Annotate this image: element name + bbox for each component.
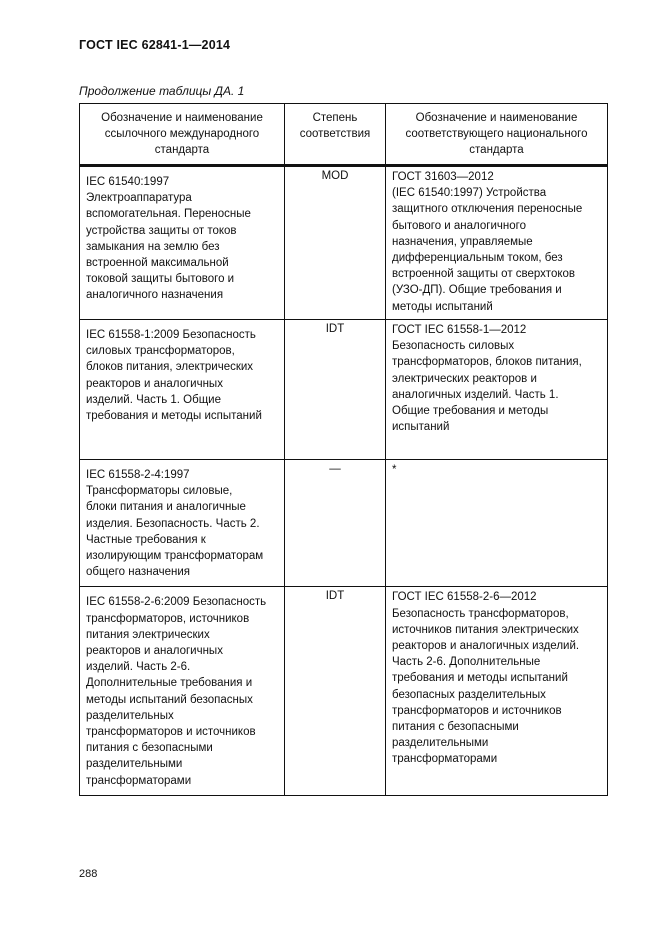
conformity-degree-cell: — [285,460,386,587]
document-header: ГОСТ IEC 62841-1—2014 [79,38,231,52]
national-standard-cell: ГОСТ IEC 61558-1—2012 Безопасность силовых трансформаторов, блоков питания, электрических реакторов и аналогичных изделий. Часть 1. Общие требования и методы испытаний [386,320,608,460]
column-header-international: Обозначение и наименование ссылочного международного стандарта [80,104,285,166]
national-standard-cell: * [386,460,608,587]
table-row [80,460,608,587]
column-header-national: Обозначение и наименование соответствующего национального стандарта [386,104,608,166]
conformity-degree-cell: IDT [285,320,386,460]
table-row [80,320,608,460]
conformity-degree-cell: MOD [285,166,386,320]
table-header-row [80,104,608,166]
table-row [80,587,608,795]
page-number: 288 [79,868,98,880]
conformity-degree-cell: IDT [285,587,386,795]
international-standard-cell: IEC 61558-2-6:2009 Безопасность трансформаторов, источников питания электрических реакторов и аналогичных изделий. Часть 2-6. Дополнительные требования и методы испытаний безопасных разделительных трансформаторов и источников питания с безопасными разделительными трансформаторами [80,587,285,795]
table-row [80,166,608,320]
national-standard-cell: ГОСТ 31603—2012 (IEC 61540:1997) Устройства защитного отключения переносные бытового и аналогичного назначения, управляемые дифференциальным током, без встроенной защиты от сверхтоков (УЗО-ДП). Общие требования и методы испытаний [386,166,608,320]
table-caption: Продолжение таблицы ДА. 1 [79,84,245,98]
international-standard-cell: IEC 61540:1997 Электроаппаратура вспомогательная. Переносные устройства защиты от токов замыкания на землю без встроенной максимальной токовой защиты бытового и аналогичного назначения [80,166,285,320]
national-standard-cell: ГОСТ IEC 61558-2-6—2012 Безопасность трансформаторов, источников питания электрических реакторов и аналогичных изделий. Часть 2-6. Дополнительные требования и методы испытаний безопасных разделительных трансформаторов и источников питания с безопасными разделительными трансформаторами [386,587,608,795]
international-standard-cell: IEC 61558-1:2009 Безопасность силовых трансформаторов, блоков питания, электрических реакторов и аналогичных изделий. Часть 1. Общие требования и методы испытаний [80,320,285,460]
column-header-degree: Степень соответствия [285,104,386,166]
standards-table [79,103,608,796]
international-standard-cell: IEC 61558-2-4:1997 Трансформаторы силовые, блоки питания и аналогичные изделия. Безопасность. Часть 2. Частные требования к изолирующим трансформаторам общего назначения [80,460,285,587]
